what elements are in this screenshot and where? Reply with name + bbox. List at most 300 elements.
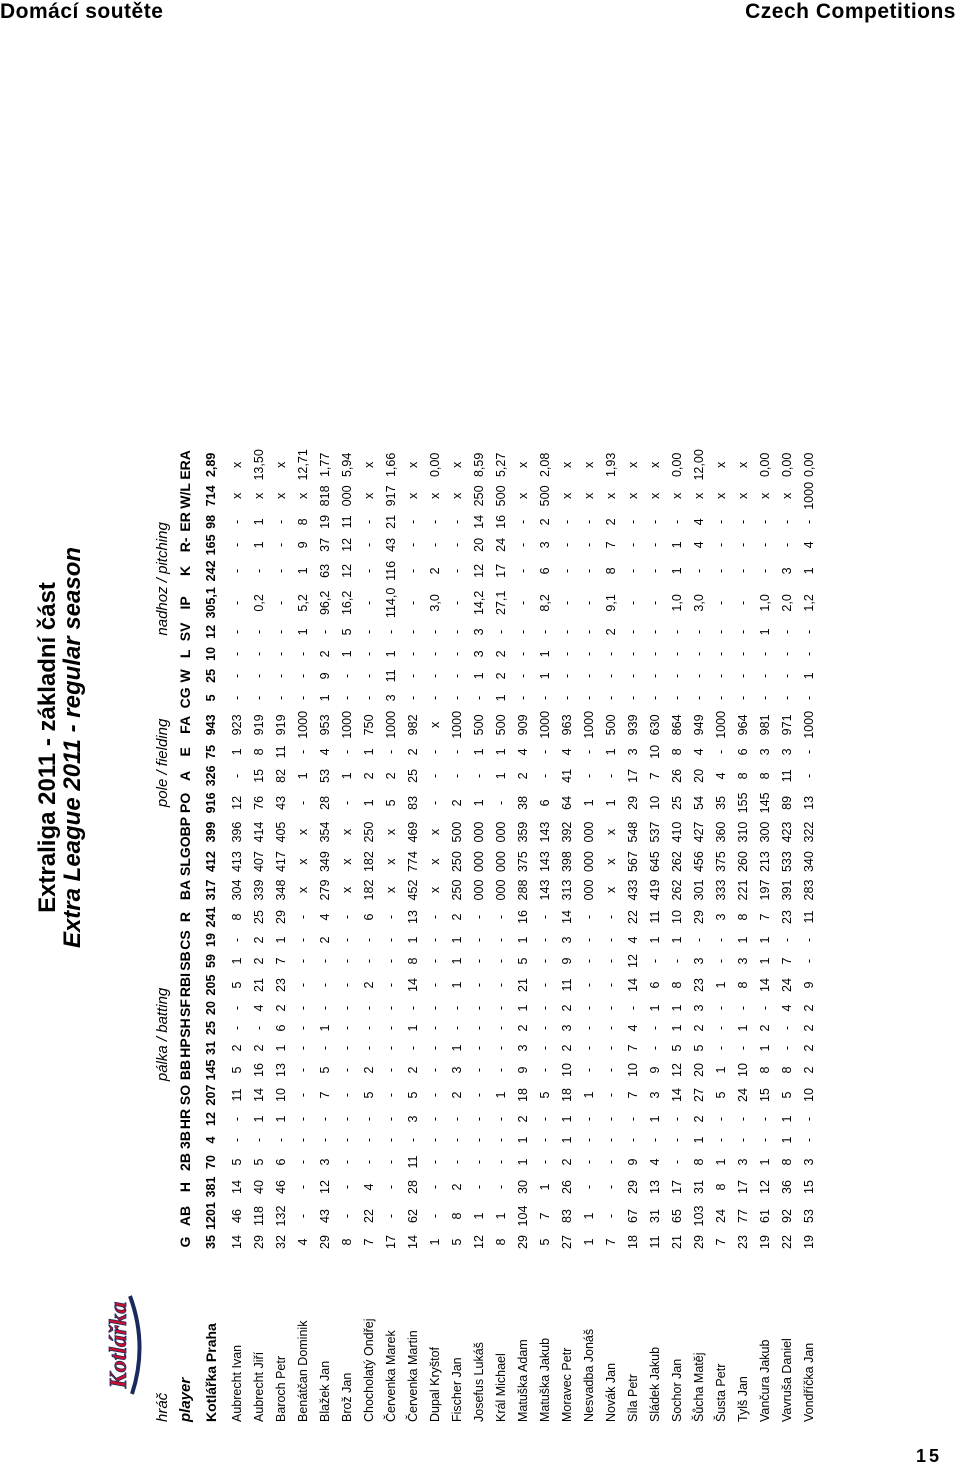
stat-cell: - bbox=[384, 1067, 398, 1073]
stat-cell: 4 bbox=[692, 518, 706, 526]
stat-cell: 7 bbox=[780, 957, 794, 965]
stat-cell: 750 bbox=[362, 714, 376, 736]
stat-cell: 30 bbox=[516, 1180, 530, 1194]
stat-cell: - bbox=[362, 1005, 376, 1011]
player-name: Červenka Martin bbox=[406, 1330, 420, 1422]
stat-cell: - bbox=[802, 519, 816, 524]
stat-cell: - bbox=[428, 629, 442, 634]
stat-cell: 143 bbox=[538, 879, 552, 901]
stat-cell: - bbox=[604, 1184, 618, 1190]
stat-cell: 7 bbox=[626, 1044, 640, 1052]
stat-cell: - bbox=[604, 1159, 618, 1165]
stat-cell: - bbox=[670, 629, 684, 634]
column-header: RBI bbox=[177, 972, 193, 998]
stat-cell: - bbox=[230, 568, 244, 573]
stat-cell: 943 bbox=[204, 714, 218, 736]
stat-cell: - bbox=[296, 1116, 310, 1122]
column-header: SV bbox=[177, 622, 193, 642]
stat-cell: 1 bbox=[714, 1158, 728, 1166]
stat-cell: 407 bbox=[252, 851, 266, 873]
stat-cell: - bbox=[428, 773, 442, 778]
player-row bbox=[380, 449, 402, 1422]
player-name: Sládek Jakub bbox=[648, 1346, 662, 1422]
stat-cell: 1 bbox=[406, 936, 420, 944]
stat-cell: x bbox=[714, 461, 728, 468]
section-title-en: Czech Competitions bbox=[745, 0, 956, 23]
stat-cell: 3 bbox=[516, 1044, 530, 1052]
stat-cell: - bbox=[758, 568, 772, 573]
stat-cell: - bbox=[450, 1137, 464, 1143]
player-row bbox=[248, 449, 270, 1422]
stat-cell: - bbox=[780, 629, 794, 634]
column-header: R- bbox=[177, 537, 193, 553]
stat-cell: 1 bbox=[252, 518, 266, 526]
stat-cell: 43 bbox=[384, 537, 398, 552]
stat-cell: - bbox=[428, 519, 442, 524]
stat-cell: 1,0 bbox=[670, 594, 684, 612]
stat-cell: 2 bbox=[692, 1115, 706, 1123]
stat-cell: - bbox=[780, 542, 794, 547]
stat-cell: - bbox=[252, 673, 266, 678]
stat-cell: - bbox=[538, 1159, 552, 1165]
stat-cell: - bbox=[670, 673, 684, 678]
stat-cell: - bbox=[230, 1116, 244, 1122]
stat-cell: 182 bbox=[362, 851, 376, 873]
stat-cell: - bbox=[472, 1137, 486, 1143]
stat-cell: 417 bbox=[274, 851, 288, 873]
stat-cell: - bbox=[736, 568, 750, 573]
stat-cell: 305,1 bbox=[204, 587, 218, 619]
column-header: SB bbox=[177, 951, 193, 971]
stat-cell: 13,50 bbox=[252, 449, 266, 481]
stat-cell: 2 bbox=[252, 936, 266, 944]
stat-cell: 5 bbox=[538, 1091, 552, 1099]
stat-cell: - bbox=[626, 695, 640, 700]
stat-cell: - bbox=[758, 695, 772, 700]
stat-cell: - bbox=[670, 1116, 684, 1122]
stat-cell: x bbox=[604, 492, 618, 499]
stat-cell: 500 bbox=[472, 714, 486, 736]
stat-cell: 3 bbox=[472, 650, 486, 658]
stat-cell: 36 bbox=[780, 1180, 794, 1194]
stat-cell: - bbox=[274, 600, 288, 605]
stat-cell: - bbox=[538, 695, 552, 700]
stat-cell: x bbox=[274, 461, 288, 468]
stat-cell: - bbox=[406, 673, 420, 678]
stat-cell: - bbox=[362, 1045, 376, 1051]
stat-cell: - bbox=[340, 1116, 354, 1122]
stat-cell: 46 bbox=[230, 1209, 244, 1223]
stat-cell: 1 bbox=[692, 1136, 706, 1144]
stat-cell: 29 bbox=[626, 795, 640, 810]
stat-cell: x bbox=[230, 492, 244, 499]
stat-cell: - bbox=[230, 1005, 244, 1011]
stat-cell: 1 bbox=[604, 748, 618, 756]
stat-cell: 10 bbox=[274, 1088, 288, 1102]
stat-cell: 919 bbox=[252, 714, 266, 736]
stat-cell: 67 bbox=[626, 1209, 640, 1223]
stat-cell: 38 bbox=[516, 795, 530, 810]
stat-cell: - bbox=[648, 629, 662, 634]
stat-cell: x bbox=[670, 492, 684, 499]
stat-cell: - bbox=[428, 982, 442, 988]
stat-cell: - bbox=[736, 1005, 750, 1011]
stat-cell: 92 bbox=[780, 1209, 794, 1223]
stat-cell: 46 bbox=[274, 1180, 288, 1194]
stat-cell: - bbox=[582, 773, 596, 778]
stat-cell: 205 bbox=[204, 974, 218, 996]
group-pitching: nadhoz / pitching bbox=[153, 522, 171, 636]
stat-cell: 8 bbox=[670, 748, 684, 756]
stat-cell: 2 bbox=[450, 913, 464, 921]
stat-cell: 000 bbox=[494, 821, 508, 843]
stat-cell: - bbox=[296, 673, 310, 678]
stat-cell: - bbox=[604, 1137, 618, 1143]
stat-cell: - bbox=[494, 1045, 508, 1051]
stat-cell: 260 bbox=[736, 851, 750, 873]
stat-cell: 26 bbox=[560, 1180, 574, 1194]
column-header: SO bbox=[177, 1084, 193, 1106]
stat-cell: - bbox=[450, 651, 464, 656]
stat-cell: - bbox=[560, 542, 574, 547]
stat-cell: 31 bbox=[204, 1041, 218, 1055]
stat-cell: - bbox=[472, 958, 486, 964]
stat-cell: 5,94 bbox=[340, 452, 354, 478]
stat-cell: 2 bbox=[428, 567, 442, 575]
stat-cell: - bbox=[714, 629, 728, 634]
column-header: E bbox=[177, 747, 193, 757]
stat-cell: - bbox=[582, 1045, 596, 1051]
stat-cell: - bbox=[230, 1025, 244, 1031]
stat-cell: 103 bbox=[692, 1205, 706, 1227]
stat-cell: 864 bbox=[670, 714, 684, 736]
stat-cell: 000 bbox=[472, 851, 486, 873]
stat-cell: - bbox=[362, 629, 376, 634]
stat-cell: 2 bbox=[318, 936, 332, 944]
stat-cell: 22 bbox=[362, 1209, 376, 1223]
stat-cell: - bbox=[450, 1005, 464, 1011]
stat-cell: - bbox=[230, 629, 244, 634]
stat-cell: x bbox=[340, 858, 354, 865]
stat-cell: 414 bbox=[252, 821, 266, 843]
stat-cell: 24 bbox=[736, 1088, 750, 1102]
league-title-cz: Extraliga 2011 - základní část bbox=[34, 582, 61, 913]
stat-cell: - bbox=[296, 1005, 310, 1011]
stat-cell: 7 bbox=[604, 1238, 618, 1246]
stat-cell: - bbox=[582, 1184, 596, 1190]
stat-cell: - bbox=[714, 519, 728, 524]
player-name: Vančura Jakub bbox=[758, 1339, 772, 1422]
stat-cell: 241 bbox=[204, 906, 218, 928]
column-header: CS bbox=[177, 930, 193, 950]
stat-cell: - bbox=[296, 695, 310, 700]
stat-cell: 19 bbox=[318, 514, 332, 529]
stat-cell: 18 bbox=[516, 1088, 530, 1102]
stat-cell: - bbox=[428, 958, 442, 964]
stat-cell: - bbox=[384, 1159, 398, 1165]
stat-cell: - bbox=[296, 1184, 310, 1190]
stat-cell: - bbox=[538, 1137, 552, 1143]
stat-cell: 1 bbox=[494, 694, 508, 702]
player-name: Šůcha Matěj bbox=[692, 1352, 706, 1422]
stat-cell: 61 bbox=[758, 1209, 772, 1223]
stat-cell: 981 bbox=[758, 714, 772, 736]
stat-cell: - bbox=[648, 568, 662, 573]
stat-cell: 25 bbox=[406, 768, 420, 783]
stat-cell: - bbox=[428, 1184, 442, 1190]
player-row bbox=[336, 449, 358, 1422]
stat-cell: 8 bbox=[780, 1066, 794, 1074]
stat-cell: x bbox=[428, 828, 442, 836]
stat-cell: x bbox=[516, 461, 530, 468]
stat-cell: 537 bbox=[648, 821, 662, 843]
stat-cell: 17 bbox=[626, 768, 640, 783]
stat-cell: - bbox=[362, 958, 376, 964]
stat-cell: 20 bbox=[472, 537, 486, 552]
stat-cell: 12 bbox=[318, 1180, 332, 1194]
stat-cell: 1 bbox=[560, 1136, 574, 1144]
stat-cell: 24 bbox=[714, 1209, 728, 1223]
stat-cell: 11 bbox=[648, 1235, 662, 1249]
stat-cell: 1 bbox=[802, 567, 816, 575]
stat-cell: 1 bbox=[450, 957, 464, 965]
stat-cell: - bbox=[450, 1025, 464, 1031]
stat-cell: 4 bbox=[252, 1004, 266, 1012]
stat-cell: - bbox=[384, 982, 398, 988]
stat-cell: 4 bbox=[802, 541, 816, 549]
stat-cell: 7 bbox=[362, 1238, 376, 1246]
stat-cell: - bbox=[340, 1025, 354, 1031]
group-fielding: pole / fielding bbox=[153, 718, 171, 808]
stat-cell: 25 bbox=[204, 668, 218, 683]
stat-cell: 1000 bbox=[340, 710, 354, 739]
group-header-row bbox=[150, 449, 174, 1422]
stat-cell: - bbox=[362, 519, 376, 524]
stat-cell: 1 bbox=[670, 1004, 684, 1012]
stat-cell: 3 bbox=[692, 1004, 706, 1012]
stat-cell: 413 bbox=[230, 851, 244, 873]
stat-cell: 53 bbox=[802, 1209, 816, 1223]
stat-cell: - bbox=[406, 568, 420, 573]
stat-cell: x bbox=[604, 828, 618, 836]
stat-cell: - bbox=[296, 651, 310, 656]
stat-cell: 27 bbox=[560, 1235, 574, 1249]
stat-cell: 2 bbox=[516, 1115, 530, 1123]
stat-cell: 10 bbox=[560, 1063, 574, 1077]
stat-cell: - bbox=[384, 1137, 398, 1143]
player-row bbox=[776, 449, 798, 1422]
stat-cell: - bbox=[450, 568, 464, 573]
column-header: OBP bbox=[177, 816, 193, 848]
stat-cell: 29 bbox=[516, 1235, 530, 1249]
stat-cell: x bbox=[428, 492, 442, 499]
stat-cell: - bbox=[362, 1137, 376, 1143]
stat-cell: 5 bbox=[692, 1044, 706, 1052]
stat-cell: - bbox=[384, 914, 398, 920]
stat-cell: 963 bbox=[560, 714, 574, 736]
stat-cell: 919 bbox=[274, 714, 288, 736]
stat-cell: - bbox=[494, 1005, 508, 1011]
stat-cell: - bbox=[758, 1005, 772, 1011]
stat-cell: - bbox=[802, 695, 816, 700]
player-row bbox=[314, 449, 336, 1422]
stat-cell: x bbox=[340, 886, 354, 894]
stat-cell: - bbox=[428, 749, 442, 754]
stat-cell: 17 bbox=[494, 563, 508, 578]
stat-cell: - bbox=[450, 695, 464, 700]
stat-cell: 818 bbox=[318, 485, 332, 507]
stat-cell: 396 bbox=[230, 821, 244, 843]
stat-cell: - bbox=[758, 519, 772, 524]
stat-cell: - bbox=[560, 673, 574, 678]
stat-cell: 8 bbox=[736, 981, 750, 989]
column-header: L bbox=[177, 649, 193, 659]
stat-cell: 14 bbox=[626, 978, 640, 992]
stat-cell: 10 bbox=[204, 646, 218, 661]
stat-cell: 5 bbox=[230, 1158, 244, 1166]
player-row bbox=[534, 449, 556, 1422]
stat-cell: 2 bbox=[252, 957, 266, 965]
player-name: Kotlářka Praha bbox=[203, 1323, 219, 1422]
stat-cell: 5 bbox=[340, 628, 354, 636]
stat-cell: - bbox=[428, 914, 442, 920]
stat-cell: 375 bbox=[714, 851, 728, 873]
stat-cell: x bbox=[736, 461, 750, 468]
stat-cell: - bbox=[626, 542, 640, 547]
stat-cell: 5 bbox=[406, 1091, 420, 1099]
stat-cell: 14 bbox=[252, 1088, 266, 1102]
player-row bbox=[292, 449, 314, 1422]
stat-cell: - bbox=[714, 937, 728, 943]
stat-cell: 1 bbox=[428, 1238, 442, 1246]
stat-cell: x bbox=[384, 828, 398, 836]
stat-cell: 104 bbox=[516, 1205, 530, 1227]
stat-cell: 98 bbox=[204, 514, 218, 529]
stat-cell: 6 bbox=[648, 981, 662, 989]
stat-cell: 1,0 bbox=[758, 594, 772, 612]
stat-cell: - bbox=[538, 958, 552, 964]
stat-cell: x bbox=[296, 858, 310, 865]
stat-cell: - bbox=[472, 982, 486, 988]
stat-cell: - bbox=[406, 1005, 420, 1011]
stat-cell: - bbox=[362, 542, 376, 547]
stat-cell: - bbox=[648, 1137, 662, 1143]
stat-cell: 1 bbox=[340, 772, 354, 780]
stat-cell: - bbox=[604, 1213, 618, 1219]
team-logo bbox=[92, 1290, 146, 1400]
stat-cell: 96,2 bbox=[318, 590, 332, 616]
stat-cell: 32 bbox=[274, 1235, 288, 1249]
stat-cell: 262 bbox=[670, 879, 684, 901]
stat-cell: - bbox=[670, 651, 684, 656]
stat-cell: 70 bbox=[204, 1155, 218, 1169]
stat-cell: - bbox=[318, 982, 332, 988]
stat-cell: 207 bbox=[204, 1084, 218, 1106]
stat-cell: 1 bbox=[582, 799, 596, 807]
stat-cell: 4 bbox=[296, 1238, 310, 1246]
stat-cell: - bbox=[340, 914, 354, 920]
stat-cell: 77 bbox=[736, 1209, 750, 1223]
stat-cell: - bbox=[230, 673, 244, 678]
stat-cell: - bbox=[560, 600, 574, 605]
stat-cell: 423 bbox=[780, 821, 794, 843]
stat-cell: - bbox=[230, 542, 244, 547]
stat-cell: - bbox=[538, 773, 552, 778]
stat-cell: - bbox=[582, 519, 596, 524]
stat-cell: 5,27 bbox=[494, 452, 508, 478]
stat-cell: - bbox=[428, 1025, 442, 1031]
stat-cell: 1 bbox=[582, 1212, 596, 1220]
stat-cell: 5 bbox=[362, 1091, 376, 1099]
stat-cell: - bbox=[428, 1159, 442, 1165]
stat-cell: x bbox=[560, 492, 574, 499]
stat-cell: 27,1 bbox=[494, 590, 508, 616]
player-name: Aubrecht Jiří bbox=[252, 1351, 266, 1422]
stat-cell: - bbox=[670, 1137, 684, 1143]
stat-cell: - bbox=[472, 1067, 486, 1073]
stat-cell: 3,0 bbox=[692, 594, 706, 612]
stat-cell: 63 bbox=[318, 563, 332, 578]
stat-cell: 8 bbox=[252, 748, 266, 756]
stat-cell: 1 bbox=[494, 1091, 508, 1099]
stat-cell: 23 bbox=[692, 978, 706, 992]
stat-cell: 469 bbox=[406, 821, 420, 843]
column-header: HR bbox=[177, 1108, 193, 1130]
stat-cell: 2 bbox=[450, 799, 464, 807]
stat-cell: - bbox=[340, 958, 354, 964]
stat-cell: - bbox=[648, 1025, 662, 1031]
stat-cell: - bbox=[582, 1005, 596, 1011]
stat-cell: - bbox=[428, 800, 442, 805]
stat-cell: 1 bbox=[736, 1024, 750, 1032]
stat-cell: - bbox=[472, 1045, 486, 1051]
stat-cell: - bbox=[450, 1159, 464, 1165]
column-header: W bbox=[177, 669, 193, 683]
stat-cell: 1 bbox=[582, 1091, 596, 1099]
stat-cell: 4 bbox=[318, 748, 332, 756]
stat-cell: 1 bbox=[758, 1158, 772, 1166]
stat-cell: 11 bbox=[406, 1155, 420, 1169]
stat-cell: 54 bbox=[692, 795, 706, 810]
column-header: FA bbox=[177, 715, 193, 734]
stat-cell: x bbox=[296, 886, 310, 894]
stat-cell: - bbox=[714, 695, 728, 700]
stat-cell: 24 bbox=[780, 978, 794, 992]
league-title-en: Extra League 2011 - regular season bbox=[59, 546, 87, 949]
stat-cell: 3 bbox=[560, 936, 574, 944]
player-row bbox=[556, 449, 578, 1422]
stat-cell: - bbox=[538, 1116, 552, 1122]
player-name: Matuška Adam bbox=[516, 1339, 530, 1422]
stat-cell: x bbox=[406, 492, 420, 499]
stat-cell: x bbox=[582, 492, 596, 499]
stat-cell: 2 bbox=[516, 772, 530, 780]
stat-cell: 25 bbox=[204, 1021, 218, 1035]
stat-cell: 10 bbox=[736, 1063, 750, 1077]
stat-cell: 1 bbox=[296, 772, 310, 780]
stat-cell: 4 bbox=[648, 1158, 662, 1166]
stat-cell: - bbox=[538, 749, 552, 754]
stat-cell: 23 bbox=[736, 1235, 750, 1249]
stat-cell: - bbox=[780, 937, 794, 943]
stat-cell: 11 bbox=[230, 1088, 244, 1102]
stat-cell: 2 bbox=[604, 628, 618, 636]
column-header-row bbox=[174, 449, 196, 1422]
player-row bbox=[688, 449, 710, 1422]
stat-cell: x bbox=[450, 461, 464, 468]
stat-cell: 2 bbox=[362, 1066, 376, 1074]
stat-cell: 1,77 bbox=[318, 452, 332, 478]
